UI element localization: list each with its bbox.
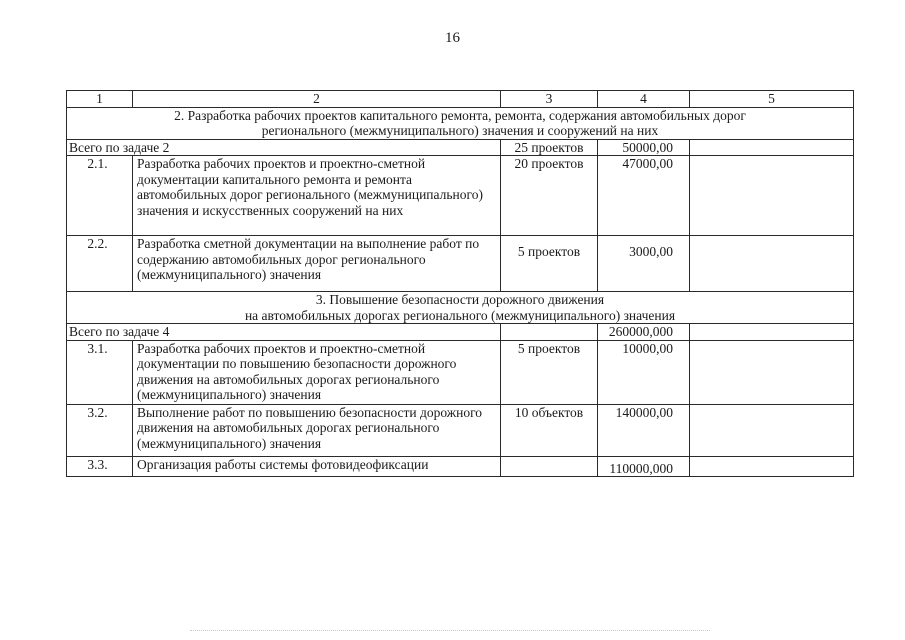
row-note	[690, 236, 854, 292]
row-number: 3.2.	[67, 404, 133, 456]
section-2-title	[67, 107, 854, 139]
column-header-5: 5	[690, 91, 854, 108]
row-quantity: 5 проектов	[501, 236, 598, 292]
row-sum: 47000,00	[598, 156, 690, 236]
row-sum: 3000,00	[598, 236, 690, 292]
section-2-title-line-2: регионального (межмуниципального) значения и сооружений на них	[261, 123, 659, 138]
row-note	[690, 456, 854, 477]
row-description: Разработка рабочих проектов и проектно-сметной документации капитального ремонта и ремонта автомобильных дорог регионального (межмуниципального) значения и искусственных сооружений на них	[133, 156, 501, 236]
row-note	[690, 340, 854, 404]
row-quantity: 5 проектов	[501, 340, 598, 404]
table-row	[67, 340, 854, 404]
section-2-total-qty: 25 проектов	[501, 139, 598, 156]
section-2-total-row	[67, 139, 854, 156]
budget-table	[66, 90, 854, 477]
section-3-title-row	[67, 292, 854, 324]
row-sum: 140000,00	[598, 404, 690, 456]
page-bottom-divider	[190, 630, 710, 631]
row-quantity	[501, 456, 598, 477]
section-3-total-note	[690, 324, 854, 341]
row-description: Разработка сметной документации на выполнение работ по содержанию автомобильных дорог регионального (межмуниципального) значения	[133, 236, 501, 292]
column-header-3: 3	[501, 91, 598, 108]
row-number: 2.2.	[67, 236, 133, 292]
page-number: 16	[445, 30, 460, 46]
row-note	[690, 156, 854, 236]
table-row	[67, 404, 854, 456]
row-description: Выполнение работ по повышению безопасности дорожного движения на автомобильных дорогах регионального (межмуниципального) значения	[133, 404, 501, 456]
column-number-row	[67, 91, 854, 108]
row-sum: 10000,00	[598, 340, 690, 404]
row-note	[690, 404, 854, 456]
row-sum: 110000,000	[598, 456, 690, 477]
section-2-total-label: Всего по задаче 2	[67, 139, 501, 156]
column-header-2: 2	[133, 91, 501, 108]
section-2-total-note	[690, 139, 854, 156]
section-3-total-sum: 260000,000	[598, 324, 690, 341]
section-2-total-sum: 50000,00	[598, 139, 690, 156]
section-2-title-line-1: 2. Разработка рабочих проектов капитального ремонта, ремонта, содержания автомобильных дорог	[174, 107, 746, 123]
row-description: Разработка рабочих проектов и проектно-сметной документации по повышению безопасности дорожного движения на автомобильных дорогах регионального (межмуниципального) значения	[133, 340, 501, 404]
row-number: 3.1.	[67, 340, 133, 404]
section-2-title-row	[67, 107, 854, 139]
table-row	[67, 456, 854, 477]
column-header-1: 1	[67, 91, 133, 108]
section-3-total-qty	[501, 324, 598, 341]
row-number: 3.3.	[67, 456, 133, 477]
column-header-4: 4	[598, 91, 690, 108]
section-3-title-line-1: 3. Повышение безопасности дорожного движения	[315, 292, 605, 307]
row-quantity: 10 объектов	[501, 404, 598, 456]
row-quantity: 20 проектов	[501, 156, 598, 236]
section-3-title	[67, 292, 854, 324]
section-3-title-line-2: на автомобильных дорогах регионального (межмуниципального) значения	[244, 307, 676, 323]
section-3-total-label: Всего по задаче 4	[67, 324, 501, 341]
section-3-total-row	[67, 324, 854, 341]
row-description: Организация работы системы фотовидеофиксации	[133, 456, 501, 477]
table-row	[67, 156, 854, 236]
row-number: 2.1.	[67, 156, 133, 236]
table-row	[67, 236, 854, 292]
